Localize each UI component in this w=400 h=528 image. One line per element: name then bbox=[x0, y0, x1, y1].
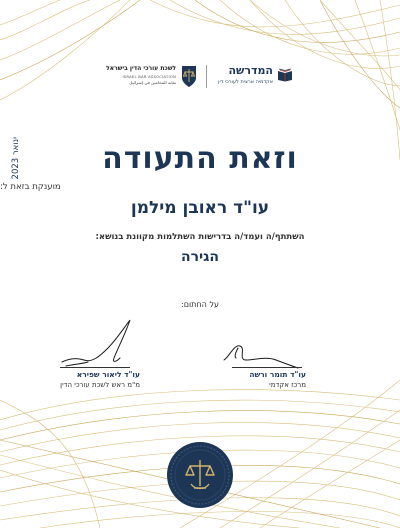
recipient-name: עו"ד ראובן מילמן bbox=[130, 198, 270, 218]
signatory-role: מרכז אקדמי bbox=[269, 381, 306, 389]
school-subtitle: אקדמיה ארצית לעורכי דין bbox=[218, 79, 273, 85]
scales-of-justice-seal-icon bbox=[165, 440, 235, 510]
signatory-left bbox=[58, 370, 140, 389]
signatory-role: מ"מ ראש לשכת עורכי הדין bbox=[60, 381, 140, 389]
school-logo bbox=[213, 64, 293, 90]
bar-association-name-english: ISRAEL BAR ASSOCIATION bbox=[122, 74, 176, 79]
signature-right bbox=[220, 338, 300, 370]
signature-left bbox=[60, 318, 140, 370]
certificate-title: וזאת התעודה bbox=[102, 141, 298, 176]
signatory-name: עו"ד תומר ורשה bbox=[249, 370, 306, 379]
school-name: המדרשה bbox=[228, 64, 273, 77]
granted-to-label: מוענקת בזאת ל: bbox=[0, 182, 61, 192]
signed-label: על החתום: bbox=[181, 300, 219, 309]
bar-association-logo bbox=[106, 64, 198, 90]
participation-text: השתתף/ה ועמד/ה בדרישות השתלמות מקוונת בנושא: bbox=[95, 232, 305, 242]
signatory-right bbox=[228, 370, 306, 389]
bar-association-name-hebrew: לשכת עורכי הדין בישראל bbox=[106, 65, 176, 72]
signature-line-left bbox=[60, 367, 130, 368]
header-logos bbox=[106, 62, 290, 92]
signature-line-right bbox=[232, 367, 302, 368]
open-book-icon bbox=[277, 68, 293, 82]
course-topic: הגירה bbox=[180, 249, 220, 265]
bar-association-name-arabic: نقابة المحامين في إسرائيل bbox=[129, 80, 176, 85]
certificate-date: ינואר 2023 bbox=[11, 137, 21, 180]
signatory-name: עו"ד ליאור שפירא bbox=[76, 370, 140, 379]
top-left-waves bbox=[0, 0, 140, 100]
scales-of-justice-crest-icon bbox=[180, 64, 198, 88]
logo-divider bbox=[206, 65, 207, 88]
